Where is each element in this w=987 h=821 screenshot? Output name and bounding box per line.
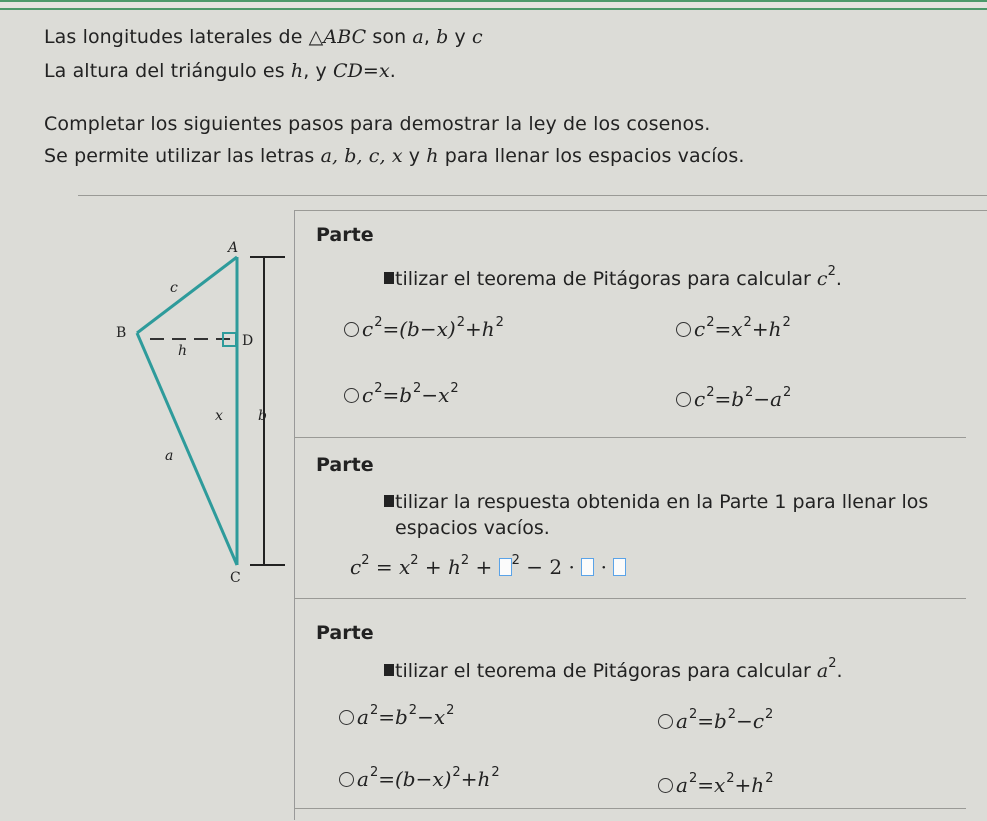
- radio-button[interactable]: [339, 772, 354, 787]
- part3-option-1[interactable]: $a^2=b^2-x^2$: [339, 703, 454, 729]
- label-h: h: [178, 343, 188, 359]
- radio-button[interactable]: [339, 710, 354, 725]
- radio-button[interactable]: [344, 322, 359, 337]
- part3-option-4[interactable]: $a^2=x^2+h^2$: [658, 771, 773, 797]
- radio-button[interactable]: [658, 778, 673, 793]
- blank-input-3[interactable]: [613, 558, 626, 576]
- panel-divider: [294, 210, 295, 820]
- label-a: a: [165, 448, 174, 464]
- blank-input-2[interactable]: [581, 558, 594, 576]
- intro-line-1: Las longitudes laterales de △ABC son a, b y c: [44, 26, 483, 48]
- intro-line-4: Se permite utilizar las letras a, b, c, x y h para llenar los espacios vacíos.: [44, 145, 745, 167]
- label-B: B: [116, 325, 127, 341]
- side-a: [137, 333, 237, 565]
- label-A: A: [228, 240, 239, 256]
- label-C: C: [230, 570, 241, 585]
- radio-button[interactable]: [676, 392, 691, 407]
- blank-input-1[interactable]: [499, 558, 512, 576]
- label-x: x: [215, 408, 223, 424]
- part1-title: Parte: [316, 224, 374, 246]
- label-D: D: [242, 333, 254, 349]
- radio-button[interactable]: [344, 388, 359, 403]
- radio-button[interactable]: [658, 714, 673, 729]
- part1-option-4[interactable]: $c^2=b^2-a^2$: [676, 385, 791, 411]
- intro-line-2: La altura del triángulo es h, y CD=x.: [44, 60, 396, 82]
- part1-instruction: tilizar el teorema de Pitágoras para calcular $c^2$.: [384, 259, 842, 292]
- part3-option-2[interactable]: $a^2=b^2-c^2$: [658, 707, 773, 733]
- radio-button[interactable]: [676, 322, 691, 337]
- side-c: [137, 257, 237, 333]
- triangle-figure: [100, 225, 290, 585]
- part1-option-2[interactable]: $c^2=x^2+h^2$: [676, 315, 791, 341]
- part2-instruction: tilizar la respuesta obtenida en la Parte 1 para llenar los espacios vacíos.: [384, 489, 928, 541]
- part3-option-3[interactable]: $a^2=(b-x)^2+h^2$: [339, 765, 500, 791]
- top-bar: [0, 0, 987, 10]
- part3-instruction: tilizar el teorema de Pitágoras para calcular $a^2$.: [384, 651, 843, 684]
- part3-title: Parte: [316, 622, 374, 644]
- label-b: b: [258, 408, 267, 424]
- part2-equation: $c^2 = x^2 + h^2 + ^2 - 2$ · ·: [350, 553, 626, 579]
- part1-option-3[interactable]: $c^2=b^2-x^2$: [344, 381, 459, 407]
- part1-option-1[interactable]: $c^2=(b-x)^2+h^2$: [344, 315, 504, 341]
- label-c: c: [170, 280, 178, 296]
- intro-line-3: Completar los siguientes pasos para demostrar la ley de los cosenos.: [44, 113, 711, 135]
- part2-title: Parte: [316, 454, 374, 476]
